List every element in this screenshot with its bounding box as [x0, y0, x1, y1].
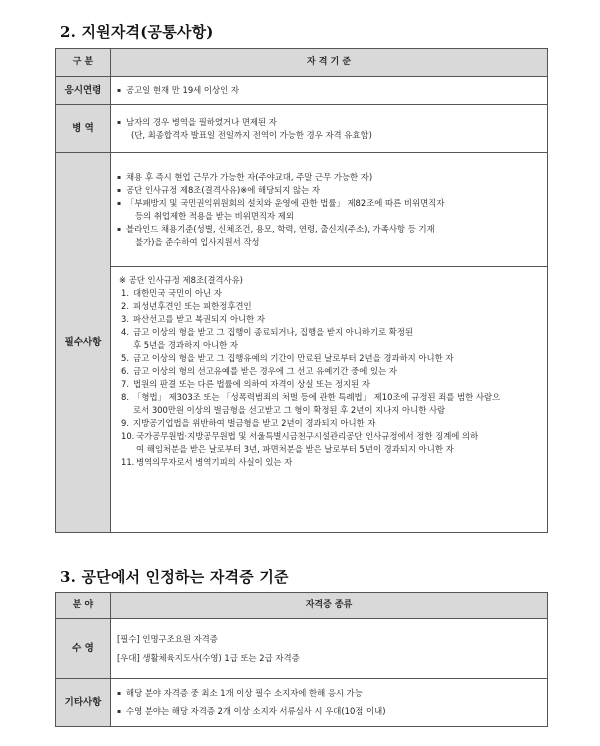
- swimming-label: 수 영: [56, 619, 111, 679]
- military-note: (단, 최종합격자 발표일 전일까지 전역이 가능한 경우 자격 유효함): [131, 129, 372, 140]
- disqualification-item: [121, 391, 541, 417]
- age-content: [111, 77, 548, 105]
- disqualification-item: [121, 352, 541, 365]
- header-field: 분 야: [56, 593, 111, 619]
- section-3-title: 3. 공단에서 인정하는 자격증 기준: [60, 568, 289, 586]
- item-text: 국가공무원법·지방공무원법 및 서울특별시금천구시설관리공단 인사규정에서 정한 징계에 의하: [136, 431, 479, 441]
- required-item: [117, 197, 541, 223]
- item-text: 여 해임처분을 받은 날로부터 3년, 파면처분을 받은 날로부터 5년이 경과되지 아니한 자: [136, 444, 454, 454]
- required-item-line: 불가)을 준수하여 입사지원서 작성: [135, 236, 260, 247]
- item-text: 금고 이상의 형을 받고 그 집행이 종료되거나, 집행을 받지 아니하기로 확정된: [133, 327, 414, 337]
- item-number: 2.: [121, 301, 129, 311]
- disqualification-title: ※ 공단 인사규정 제8조(결격사유): [119, 275, 243, 285]
- item-number: 10.: [121, 431, 135, 441]
- required-item-line: ▪ 「부패방지 및 국민권익위원회의 설치와 운영에 관한 법률」 제82조에 따른 비위면직자: [126, 197, 445, 208]
- disqualification-item: [121, 300, 541, 313]
- required-item: [117, 171, 541, 184]
- disqualification-item: [121, 326, 541, 352]
- swimming-preferred: [우대] 생활체육지도사(수영) 1급 또는 2급 자격증: [117, 652, 300, 663]
- required-item-line: ▪ 공단 인사규정 제8조(결격사유)※에 해당되지 않는 자: [126, 184, 320, 195]
- section-2-title: 2. 지원자격(공통사항): [60, 23, 214, 41]
- required-item-line: ▪ 채용 후 즉시 현업 근무가 가능한 자(주야교대, 주말 근무 가능한 자): [126, 171, 373, 182]
- disqualification-item: [121, 378, 541, 391]
- disqualification-item: [121, 430, 541, 456]
- disqualification-item: [121, 287, 541, 300]
- required-item-line: ▪ 블라인드 채용기준(성별, 신체조건, 용모, 학력, 연령, 출신지(주소), 가족사항 등 기재: [126, 223, 435, 234]
- item-text: 병역의무자로서 병역기피의 사실이 있는 자: [136, 457, 293, 467]
- swimming-required: [필수] 인명구조요원 자격증: [117, 633, 218, 644]
- required-item: [117, 184, 541, 197]
- other-item: ▪ 수영 분야는 해당 자격증 2개 이상 소지자 서류심사 시 우대(10점 이내): [117, 705, 541, 718]
- disqualification-item: [121, 456, 541, 469]
- item-number: 6.: [121, 366, 129, 376]
- disqualification-content: [111, 267, 548, 533]
- item-number: 7.: [121, 379, 129, 389]
- age-label: 응시연령: [56, 77, 111, 105]
- item-text: 「형법」 제303조 또는 「성폭력범죄의 처벌 등에 관한 특례법」 제10조에 규정된 죄를 범한 사람으: [133, 392, 501, 402]
- item-number: 4.: [121, 327, 129, 337]
- military-label: 병 역: [56, 105, 111, 153]
- item-text: 후 5년을 경과하지 아니한 자: [133, 340, 238, 350]
- disqualification-item: [121, 417, 541, 430]
- eligibility-table: [55, 48, 548, 533]
- item-number: 9.: [121, 418, 129, 428]
- disqualification-item: [121, 313, 541, 326]
- header-criteria: 자 격 기 준: [111, 49, 548, 77]
- item-text: 로서 300만원 이상의 벌금형을 선고받고 그 형이 확정된 후 2년이 지나지 아니한 사람: [133, 405, 446, 415]
- certificate-table: [55, 592, 548, 727]
- item-number: 3.: [121, 314, 129, 324]
- item-number: 5.: [121, 353, 129, 363]
- other-content: [111, 679, 548, 727]
- required-item-line: 등의 취업제한 적용을 받는 비위면직자 제외: [135, 210, 294, 221]
- item-text: 금고 이상의 형의 선고유예를 받은 경우에 그 선고 유예기간 중에 있는 자: [133, 366, 397, 376]
- item-text: 대한민국 국민이 아닌 자: [133, 288, 222, 298]
- item-number: 11.: [121, 457, 135, 467]
- item-text: 지방공기업법을 위반하여 벌금형을 받고 2년이 경과되지 아니한 자: [133, 418, 376, 428]
- item-text: 파산선고를 받고 복권되지 아니한 자: [133, 314, 266, 324]
- header-certificates: 자격증 종류: [111, 593, 548, 619]
- age-item: ▪ 공고일 현재 만 19세 이상인 자: [117, 84, 541, 97]
- item-number: 8.: [121, 392, 129, 402]
- required-label: 필수사항: [56, 153, 111, 533]
- other-item: ▪ 해당 분야 자격증 중 최소 1개 이상 필수 소지자에 한해 응시 가능: [117, 687, 541, 700]
- disqualification-item: [121, 365, 541, 378]
- item-text: 금고 이상의 형을 받고 그 집행유예의 기간이 만료된 날로부터 2년을 경과하지 아니한 자: [133, 353, 454, 363]
- military-content: [111, 105, 548, 153]
- item-number: 1.: [121, 288, 129, 298]
- header-category: 구 분: [56, 49, 111, 77]
- required-content: [111, 153, 548, 267]
- swimming-content: [111, 619, 548, 679]
- required-item: [117, 223, 541, 249]
- other-label: 기타사항: [56, 679, 111, 727]
- item-text: 법원의 판결 또는 다른 법률에 의하여 자격이 상실 또는 정지된 자: [133, 379, 370, 389]
- military-item: ▪ 남자의 경우 병역을 필하였거나 면제된 자: [117, 116, 541, 129]
- item-text: 피성년후견인 또는 피한정후견인: [133, 301, 252, 311]
